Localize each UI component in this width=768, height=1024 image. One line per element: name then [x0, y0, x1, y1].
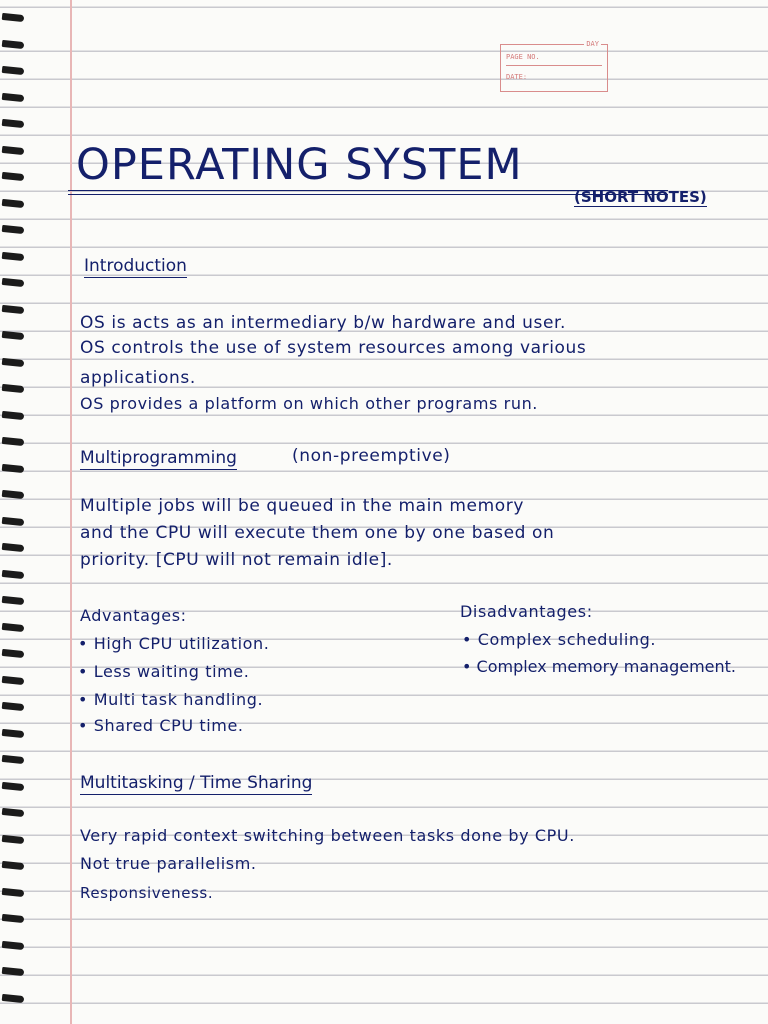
multitasking-line: Not true parallelism.	[80, 854, 257, 873]
spiral-coil	[2, 251, 25, 260]
margin-line	[70, 0, 72, 1024]
spiral-coil	[2, 384, 25, 393]
spiral-coil	[2, 675, 25, 684]
spiral-coil	[2, 569, 25, 578]
spiral-coil	[2, 198, 25, 207]
spiral-coil	[2, 543, 25, 552]
spiral-coil	[2, 13, 25, 22]
disadvantage-item: • Complex scheduling.	[462, 630, 657, 649]
spiral-coil	[2, 967, 25, 976]
advantage-item: • High CPU utilization.	[78, 634, 270, 653]
spiral-coil	[2, 437, 25, 446]
spiral-coil	[2, 516, 25, 525]
intro-line: OS provides a platform on which other programs run.	[80, 394, 538, 413]
spiral-coil	[2, 755, 25, 764]
spiral-coil	[2, 92, 25, 101]
spiral-coil	[2, 993, 25, 1002]
spiral-coil	[2, 172, 25, 181]
spiral-coil	[2, 622, 25, 631]
spiral-coil	[2, 781, 25, 790]
section-heading-multitasking: Multitasking / Time Sharing	[80, 773, 313, 793]
spiral-coil	[2, 914, 25, 923]
spiral-coil	[2, 702, 25, 711]
spiral-coil	[2, 39, 25, 48]
spiral-coil	[2, 596, 25, 605]
page-subtitle: (SHORT NOTES)	[574, 188, 707, 206]
spiral-coil	[2, 66, 25, 75]
stamp-page-no: PAGE NO.	[506, 53, 602, 66]
multiprogramming-line: priority. [CPU will not remain idle].	[80, 550, 393, 570]
spiral-coil	[2, 649, 25, 658]
spiral-coil	[2, 119, 25, 128]
multitasking-line: Responsiveness.	[80, 884, 214, 902]
section-heading-multiprogramming: Multiprogramming	[80, 448, 237, 468]
intro-line: OS controls the use of system resources among various	[80, 338, 587, 358]
spiral-coil	[2, 410, 25, 419]
section-heading-introduction: Introduction	[84, 256, 187, 276]
spiral-coil	[2, 357, 25, 366]
stamp-day: DAY	[586, 40, 599, 48]
spiral-coil	[2, 940, 25, 949]
intro-line: OS is acts as an intermediary b/w hardware and user.	[80, 313, 567, 333]
spiral-coil	[2, 808, 25, 817]
intro-line: applications.	[80, 368, 196, 388]
advantage-item: • Multi task handling.	[78, 690, 264, 709]
spiral-coil	[2, 331, 25, 340]
disadvantage-item: • Complex memory management.	[462, 657, 736, 676]
spiral-coil	[2, 490, 25, 499]
spiral-coil	[2, 887, 25, 896]
multiprogramming-note: (non-preemptive)	[292, 446, 451, 466]
advantage-item: • Less waiting time.	[78, 662, 250, 681]
spiral-coil	[2, 861, 25, 870]
spiral-coil	[2, 145, 25, 154]
disadvantages-heading: Disadvantages:	[460, 602, 593, 621]
spiral-coil	[2, 463, 25, 472]
advantages-heading: Advantages:	[80, 606, 187, 625]
multitasking-line: Very rapid context switching between tasks done by CPU.	[80, 826, 575, 845]
multiprogramming-line: Multiple jobs will be queued in the main memory	[80, 496, 525, 516]
spiral-binding	[0, 0, 30, 1024]
spiral-coil	[2, 225, 25, 234]
page-stamp	[500, 40, 608, 92]
spiral-coil	[2, 728, 25, 737]
page-title: OPERATING SYSTEM	[76, 140, 523, 190]
multiprogramming-line: and the CPU will execute them one by one based on	[80, 523, 555, 543]
advantage-item: • Shared CPU time.	[78, 716, 244, 735]
stamp-date: DATE:	[506, 73, 528, 81]
spiral-coil	[2, 278, 25, 287]
spiral-coil	[2, 304, 25, 313]
spiral-coil	[2, 834, 25, 843]
